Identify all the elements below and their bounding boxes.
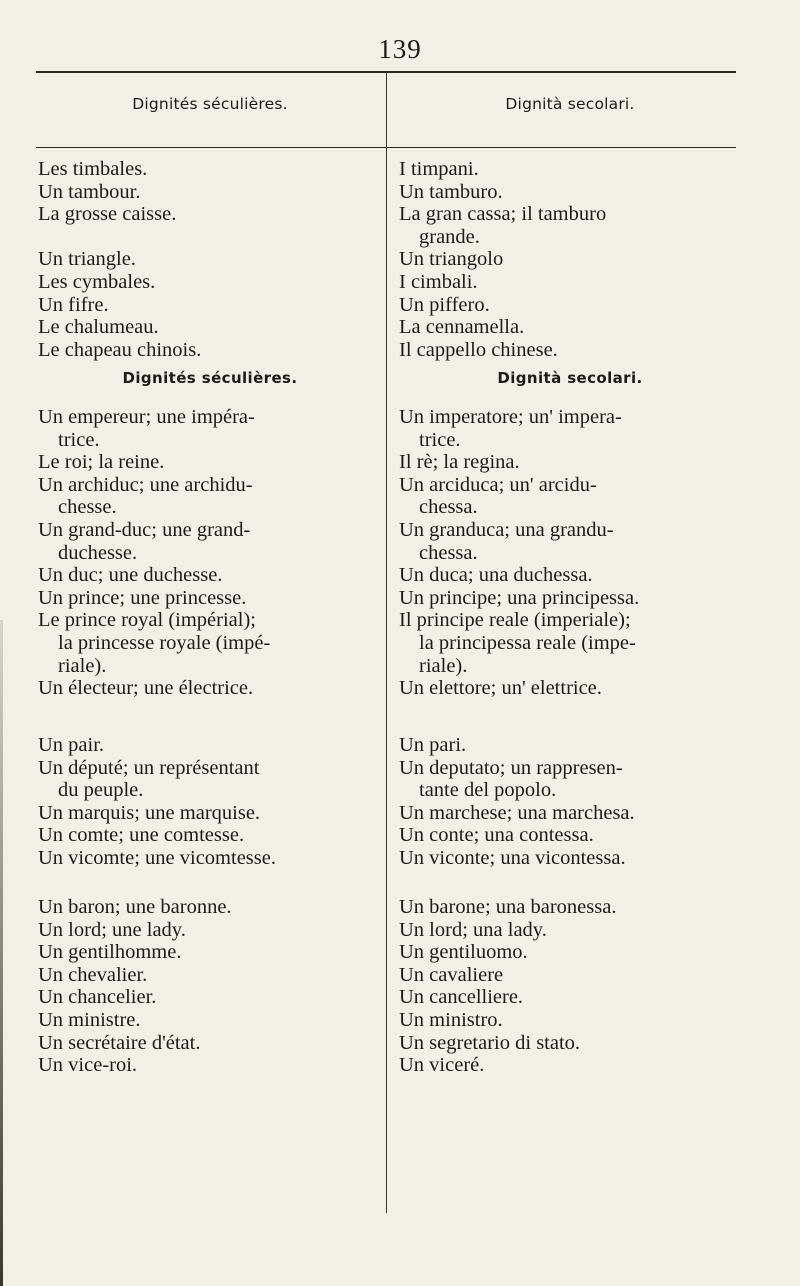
text-line: Un vice-roi.: [38, 1054, 138, 1077]
text-line: Un grand-duc; une grand-: [38, 518, 251, 541]
text-line: Un triangolo: [399, 248, 504, 271]
text-line: Un imperatore; un' impera-: [399, 406, 622, 428]
text-line: grande.: [419, 225, 480, 248]
text-line: Un comte; une comtesse.: [38, 824, 245, 847]
text-line: La grosse caisse.: [38, 203, 177, 226]
text-line: Un empereur; une impéra-: [38, 406, 255, 428]
text-line: Un marchese; una marchesa.: [399, 801, 635, 824]
text-line: trice.: [58, 428, 100, 451]
text-line: Un gentiluomo.: [399, 941, 528, 964]
text-line: la princesse royale (impé-: [58, 631, 271, 654]
text-line: Un baron; une baronne.: [38, 896, 232, 918]
text-line: du peuple.: [58, 779, 144, 802]
column-divider: [386, 73, 387, 1213]
section2-right-block2: [399, 734, 741, 870]
text-line: Un cancelliere.: [399, 986, 524, 1009]
text-line: Un vicomte; une vicomtesse.: [38, 846, 276, 869]
text-line: Un prince; une princesse.: [38, 586, 247, 609]
text-line: I cimbali.: [399, 270, 478, 293]
text-line: tante del popolo.: [419, 779, 557, 802]
text-line: Un pari.: [399, 734, 467, 756]
text-line: Le roi; la reine.: [38, 451, 165, 474]
text-line: Un deputato; un rappresen-: [399, 756, 623, 779]
text-line: duchesse.: [58, 541, 138, 564]
section2-right-block1: [399, 406, 741, 700]
text-line: Un ministro.: [399, 1008, 503, 1031]
text-line: Un elettore; un' elettrice.: [399, 677, 602, 700]
text-line: Un duca; una duchessa.: [399, 564, 593, 587]
section1-right: [399, 158, 741, 361]
text-line: Les cymbales.: [38, 270, 156, 293]
text-line: Un tamburo.: [399, 180, 503, 203]
text-line: riale).: [58, 654, 107, 677]
text-line: Un cavaliere: [399, 963, 504, 986]
text-line: Un lord; una lady.: [399, 918, 547, 941]
text-line: chessa.: [419, 496, 478, 519]
text-line: I timpani.: [399, 158, 479, 180]
text-line: riale).: [419, 654, 468, 677]
text-line: Un piffero.: [399, 293, 490, 316]
left-column-heading: Dignités séculières.: [132, 95, 288, 113]
text-line: [38, 226, 378, 249]
text-line: Un duc; une duchesse.: [38, 564, 223, 587]
text-line: Il cappello chinese.: [399, 338, 558, 361]
right-column-heading: Dignità secolari.: [505, 95, 635, 113]
text-line: Un barone; una baronessa.: [399, 896, 617, 918]
text-line: Un chevalier.: [38, 963, 148, 986]
text-line: La cennamella.: [399, 316, 525, 339]
text-line: Un arciduca; un' arcidu-: [399, 473, 597, 496]
section2-left-heading: Dignités séculières.: [122, 369, 298, 387]
section2-right-block3: [399, 896, 741, 1077]
text-line: la principessa reale (impe-: [419, 631, 636, 654]
text-line: La gran cassa; il tamburo: [399, 203, 607, 226]
text-line: Un secrétaire d'état.: [38, 1031, 201, 1054]
text-line: chesse.: [58, 496, 117, 519]
text-line: Un triangle.: [38, 248, 136, 271]
text-line: Un lord; une lady.: [38, 918, 186, 941]
text-line: Un ministre.: [38, 1008, 141, 1031]
page-edge-shadow: [0, 620, 3, 1286]
text-line: Un granduca; una grandu-: [399, 518, 614, 541]
text-line: Il principe reale (imperiale);: [399, 609, 631, 632]
text-line: Le chapeau chinois.: [38, 338, 202, 361]
text-line: Un archiduc; une archidu-: [38, 473, 253, 496]
text-line: Un député; un représentant: [38, 756, 260, 779]
section1-left: [38, 158, 378, 361]
section2-right-heading: Dignità secolari.: [497, 369, 643, 387]
text-line: Un électeur; une électrice.: [38, 677, 254, 700]
section2-left-block1: [38, 406, 378, 700]
text-line: trice.: [419, 428, 461, 451]
text-line: Un conte; una contessa.: [399, 824, 594, 847]
text-line: Un tambour.: [38, 180, 141, 203]
section2-left-block2: [38, 734, 378, 870]
text-line: Un segretario di stato.: [399, 1031, 581, 1054]
text-line: Un marquis; une marquise.: [38, 801, 261, 824]
text-line: Le chalumeau.: [38, 316, 159, 339]
text-line: Les timbales.: [38, 158, 148, 180]
page-number: 139: [378, 34, 422, 64]
text-line: Un gentilhomme.: [38, 941, 182, 964]
text-line: Un chancelier.: [38, 986, 157, 1009]
text-line: Un pair.: [38, 734, 105, 756]
text-line: Un fifre.: [38, 293, 109, 316]
text-line: Un viceré.: [399, 1054, 485, 1077]
text-line: Un principe; una principessa.: [399, 586, 640, 609]
section2-left-block3: [38, 896, 378, 1077]
text-line: Un viconte; una vicontessa.: [399, 846, 626, 869]
text-line: chessa.: [419, 541, 478, 564]
text-line: Il rè; la regina.: [399, 451, 520, 474]
text-line: Le prince royal (impérial);: [38, 609, 256, 632]
